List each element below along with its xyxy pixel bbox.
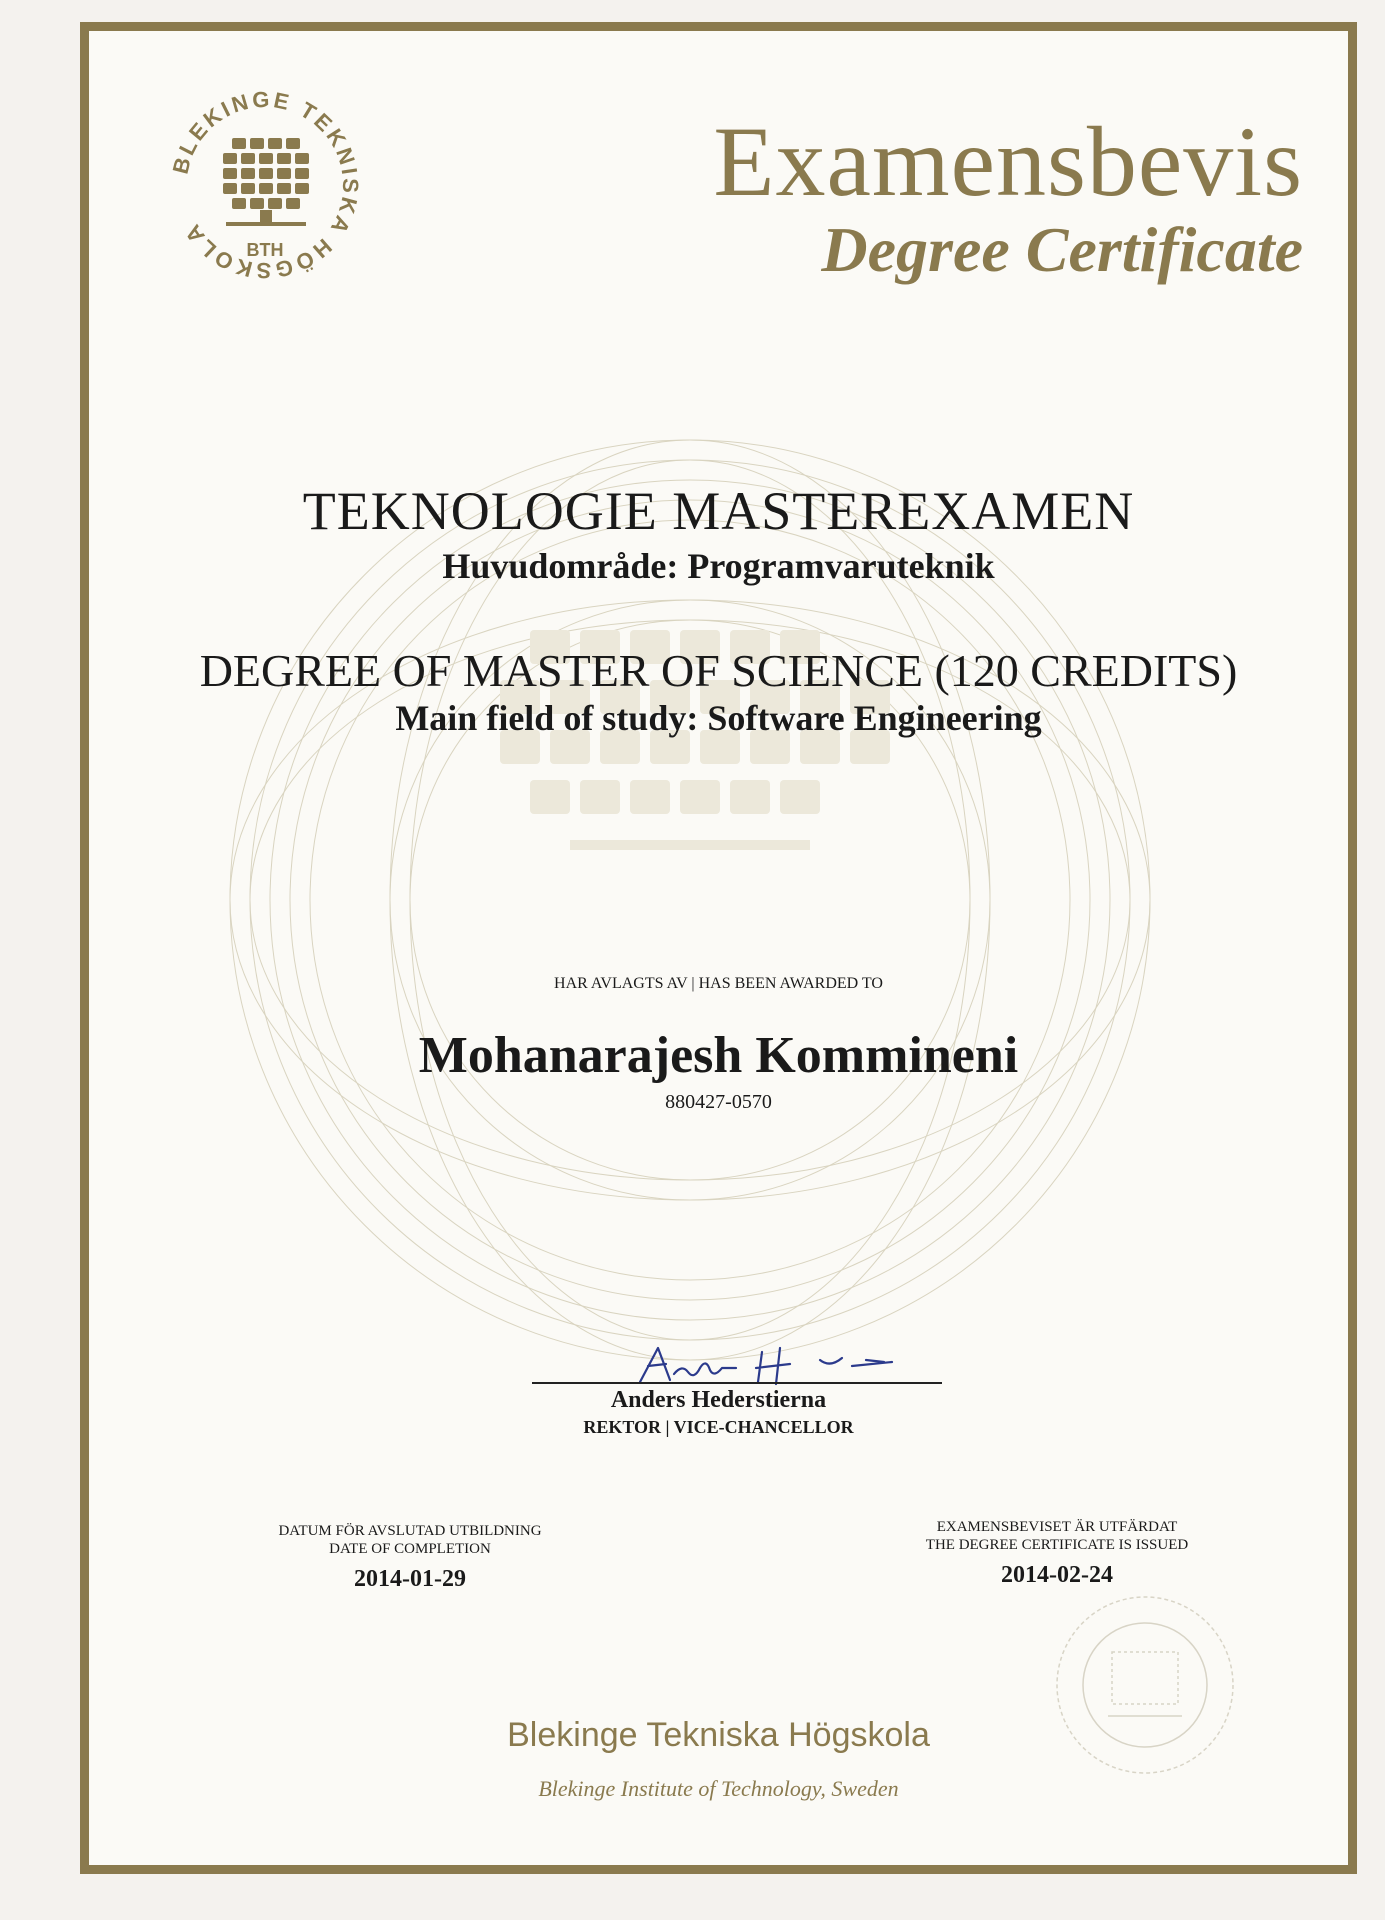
issued-label-en: THE DEGREE CERTIFICATE IS ISSUED [925, 1537, 1189, 1553]
institution-name-en: Blekinge Institute of Technology, Sweden [538, 1776, 899, 1801]
awarded-to-label: HAR AVLAGTS AV | HAS BEEN AWARDED TO [554, 975, 883, 992]
completion-label-sv: DATUM FÖR AVSLUTAD UTBILDNING [278, 1523, 542, 1539]
certificate-title-sv: Examensbevis [713, 106, 1303, 217]
embossed-seal-icon [1050, 1590, 1240, 1780]
signature-line [532, 1382, 942, 1384]
completion-date: 2014-01-29 [354, 1566, 466, 1592]
signer-title: REKTOR | VICE-CHANCELLOR [583, 1417, 854, 1437]
degree-field-sv: Huvudområde: Programvaruteknik [442, 546, 995, 586]
svg-text:BLEKINGE TEKNISKA HÖGSKOLA: BLEKINGE TEKNISKA HÖGSKOLA [167, 86, 364, 284]
personal-number: 880427-0570 [665, 1091, 772, 1113]
completion-date-block [200, 1522, 620, 1593]
svg-text:BTH: BTH [246, 240, 284, 260]
issued-date-block [847, 1518, 1267, 1589]
certificate-title-en: Degree Certificate [821, 214, 1303, 285]
handwritten-signature [630, 1330, 950, 1390]
completion-label-en: DATE OF COMPLETION [329, 1541, 491, 1557]
issued-label-sv: EXAMENSBEVISET ÄR UTFÄRDAT [936, 1519, 1178, 1535]
degree-field-en: Main field of study: Software Engineering [395, 698, 1042, 738]
degree-name-sv: TEKNOLOGIE MASTEREXAMEN [302, 481, 1135, 541]
recipient-name: Mohanarajesh Kommineni [418, 1027, 1019, 1084]
bth-seal-logo [160, 80, 370, 290]
degree-name-en: DEGREE OF MASTER OF SCIENCE (120 CREDITS) [199, 645, 1238, 696]
signer-name: Anders Hederstierna [610, 1387, 827, 1413]
institution-name-sv: Blekinge Tekniska Högskola [507, 1716, 930, 1754]
issued-date: 2014-02-24 [1001, 1562, 1113, 1588]
